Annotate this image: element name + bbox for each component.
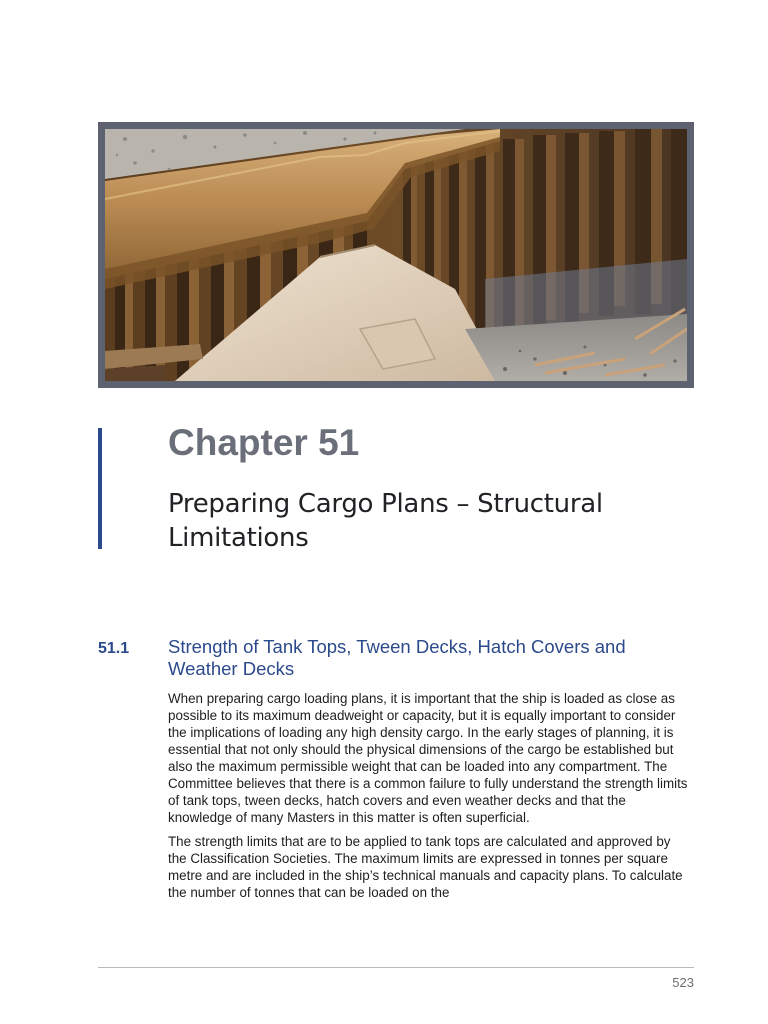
footer-rule <box>98 967 694 968</box>
body-paragraph: When preparing cargo loading plans, it is important that the ship is loaded as close as possible to its maximum deadweight or capacity, but it is equally important to consider the implications of loading any high density cargo. In the early stages of planning, it is essential that not only should the physical dimensions of the cargo be established but also the maximum permissible weight that can be loaded into any compartment. The Committee believes that there is a common failure to fully understand the strength limits of tank tops, tween decks, hatch covers and even weather decks and that the knowledge of many Masters in this matter is often superficial. <box>168 691 688 825</box>
cargo-hold-photo <box>105 129 687 381</box>
page-number: 523 <box>672 975 694 990</box>
chapter-title: Preparing Cargo Plans – Structural Limitations <box>168 489 603 553</box>
chapter-label: Chapter 51 <box>168 422 360 463</box>
section-body <box>168 690 690 908</box>
section-number: 51.1 <box>98 640 130 657</box>
chapter-accent-bar <box>98 428 102 549</box>
chapter-photo <box>98 122 694 388</box>
body-paragraph: The strength limits that are to be applied to tank tops are calculated and approved by the Classification Societies. The maximum limits are expressed in tonnes per square metre and are included in the ship’s technical manuals and capacity plans. To calculate the number of tonnes that can be loaded on the <box>168 834 683 900</box>
section-title: Strength of Tank Tops, Tween Decks, Hatch Covers and Weather Decks <box>168 636 626 679</box>
